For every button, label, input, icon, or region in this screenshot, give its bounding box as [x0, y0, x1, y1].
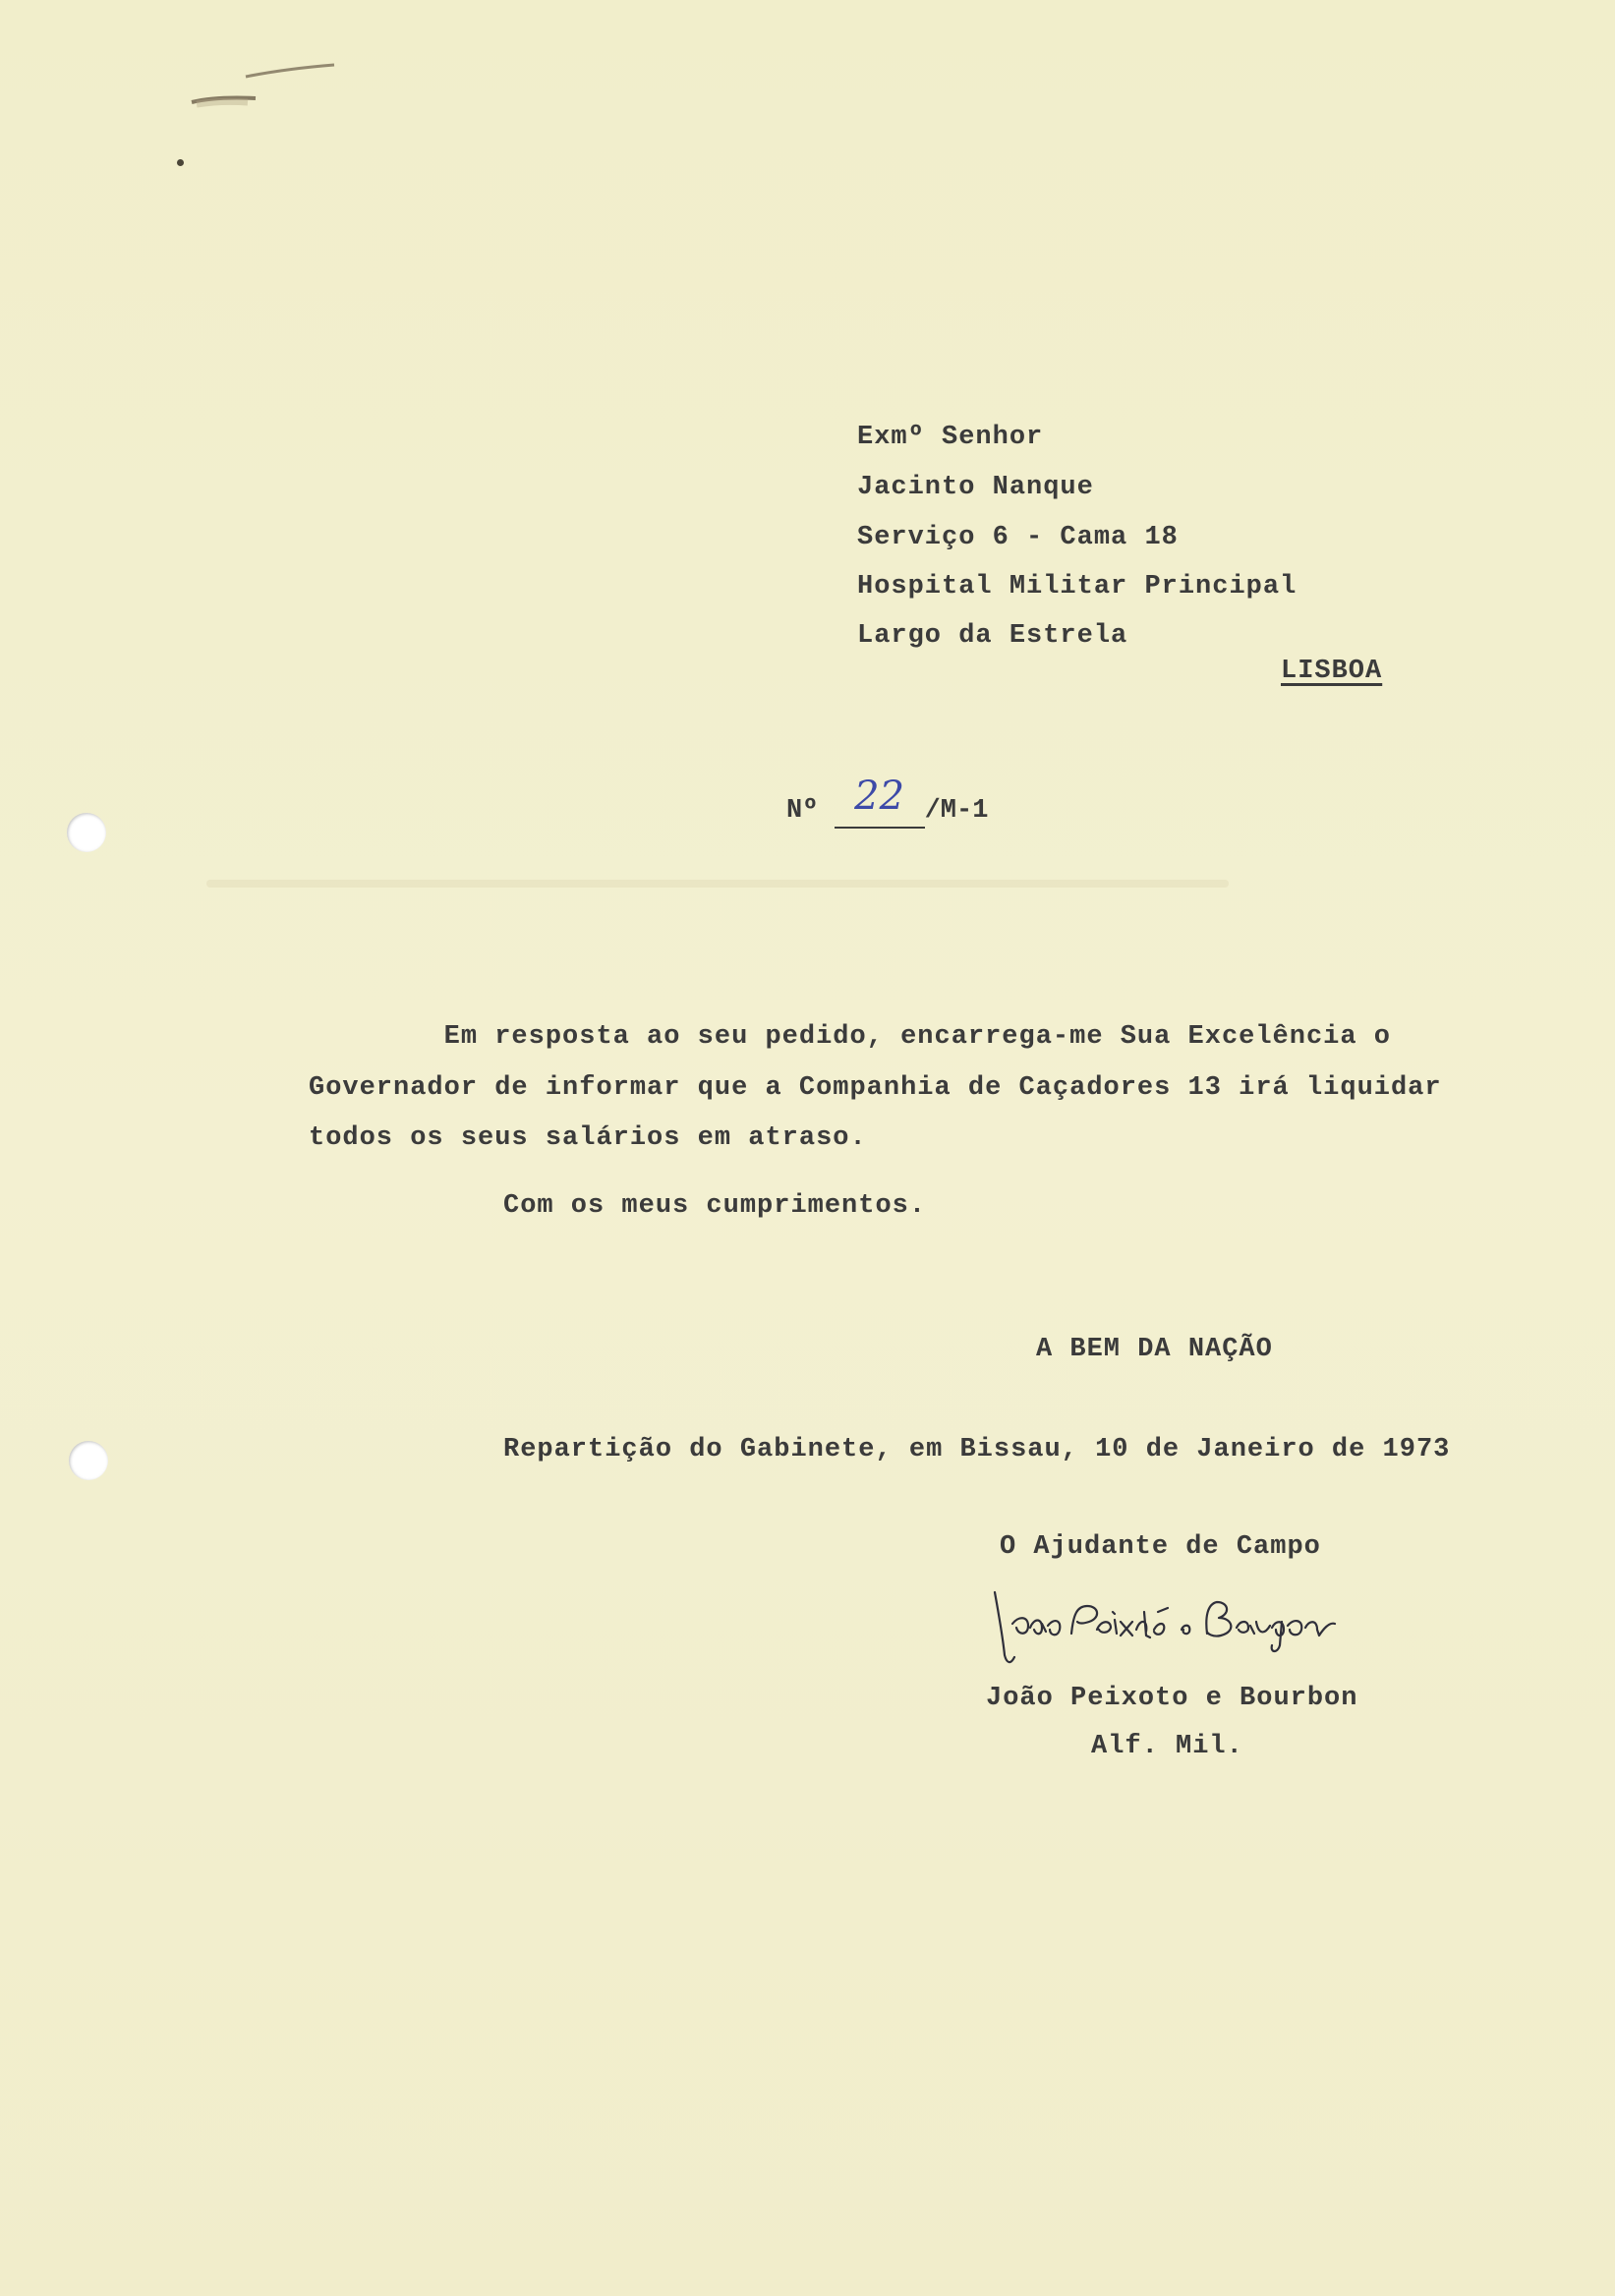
reference-prefix: Nº	[786, 796, 819, 826]
closing-line: Com os meus cumprimentos.	[503, 1191, 927, 1221]
reference-number	[786, 774, 989, 829]
punch-hole-bottom	[69, 1441, 108, 1480]
recipient-street: Largo da Estrela	[857, 621, 1128, 651]
body-line-1: Em resposta ao seu pedido, encarrega-me Sua Excelência o	[309, 1022, 1391, 1052]
recipient-ward: Serviço 6 - Cama 18	[857, 523, 1179, 552]
motto: A BEM DA NAÇÃO	[1036, 1335, 1273, 1364]
reference-blank	[835, 774, 925, 829]
place-date: Repartição do Gabinete, em Bissau, 10 de Janeiro de 1973	[503, 1435, 1451, 1464]
recipient-name: Jacinto Nanque	[857, 473, 1094, 502]
recipient-salutation: Exmº Senhor	[857, 423, 1044, 452]
recipient-city: LISBOA	[1281, 657, 1383, 686]
reference-handwritten-number: 22	[854, 774, 905, 819]
signatory-name: João Peixoto e Bourbon	[986, 1684, 1358, 1713]
handwritten-signature	[989, 1584, 1343, 1669]
signatory-rank: Alf. Mil.	[1091, 1732, 1243, 1761]
body-line-2: Governador de informar que a Companhia de Caçadores 13 irá liquidar	[309, 1073, 1442, 1103]
paper-fold-line	[206, 880, 1229, 888]
recipient-hospital: Hospital Militar Principal	[857, 572, 1298, 602]
punch-hole-top	[67, 813, 106, 852]
body-line-3: todos os seus salários em atraso.	[309, 1123, 867, 1153]
ink-smudge	[177, 59, 344, 118]
signatory-role: O Ajudante de Campo	[1000, 1532, 1321, 1562]
ink-speck	[177, 159, 184, 166]
reference-suffix: /M-1	[924, 796, 989, 826]
